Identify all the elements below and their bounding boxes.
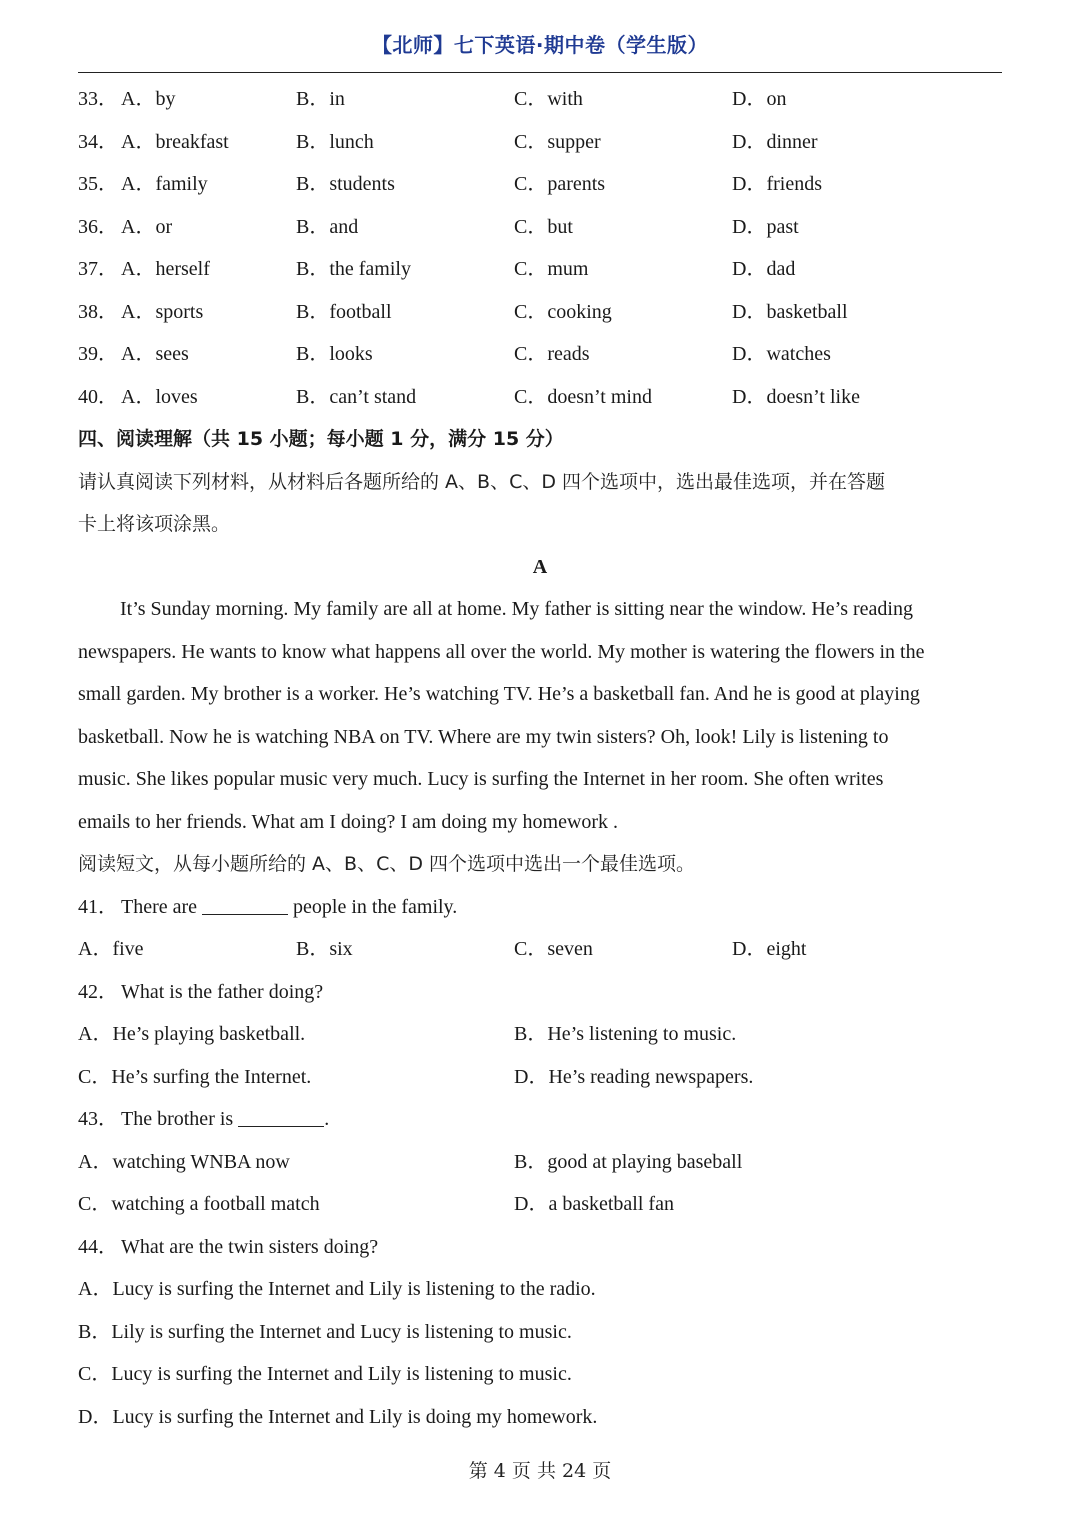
option-c: C．but xyxy=(514,215,573,238)
option-c: C．mum xyxy=(514,258,589,280)
option-b: B．good at playing baseball xyxy=(514,1150,743,1173)
stem-text: What are the twin sisters doing? xyxy=(121,1235,379,1258)
option-d: D．doesn’t like xyxy=(732,385,860,408)
option-a: A．watching WNBA now xyxy=(78,1150,290,1173)
option-d: D．friends xyxy=(732,173,822,195)
question-43-options-row-1 xyxy=(78,1141,1002,1184)
option-a: A．He’s playing basketball. xyxy=(78,1023,306,1045)
option-c: C．watching a football match xyxy=(78,1193,320,1215)
question-43-options-row-2 xyxy=(78,1183,1002,1226)
option-a: A．or xyxy=(121,215,173,238)
question-43-stem xyxy=(78,1098,1002,1141)
option-b: B．lunch xyxy=(296,130,374,153)
option-b: B．He’s listening to music. xyxy=(514,1023,737,1045)
option-d: D．past xyxy=(732,215,799,238)
option-d: D．a basketball fan xyxy=(514,1193,674,1215)
option-b: B．football xyxy=(296,300,392,323)
page-title: 【北师】七下英语·期中卷（学生版） xyxy=(371,33,709,57)
option-a: A．sports xyxy=(121,300,204,323)
option-d: D．dad xyxy=(732,258,796,280)
cloze-option-row-39 xyxy=(78,333,1002,376)
passage-instruction: 阅读短文，从每小题所给的 A、B、C、D 四个选项中选出一个最佳选项。 xyxy=(78,853,696,875)
passage-line: small garden. My brother is a worker. He’s watching TV. He’s a basketball fan. And he is good at playing xyxy=(78,683,920,705)
question-number: 44． xyxy=(78,1235,118,1258)
question-42-options-row-1 xyxy=(78,1013,1002,1056)
stem-text: What is the father doing? xyxy=(121,980,324,1003)
question-42-stem xyxy=(78,971,1002,1014)
question-number: 35． xyxy=(78,173,118,195)
passage-line: music. She likes popular music very much. Lucy is surfing the Internet in her room. She often writes xyxy=(78,768,884,790)
option-a: A．loves xyxy=(121,385,198,408)
answer-blank xyxy=(202,894,288,915)
stem-text: . xyxy=(324,1108,330,1130)
stem-text: The brother is xyxy=(121,1108,234,1130)
question-number: 43． xyxy=(78,1108,118,1130)
cloze-option-row-33 xyxy=(78,78,1002,121)
option-a: A．Lucy is surfing the Internet and Lily is listening to the radio. xyxy=(78,1278,596,1300)
option-b: B．six xyxy=(296,938,353,960)
cloze-option-row-40 xyxy=(78,376,1002,419)
stem-text: There are xyxy=(121,895,198,918)
question-number: 40． xyxy=(78,385,118,408)
question-number: 34． xyxy=(78,130,118,153)
option-d: D．Lucy is surfing the Internet and Lily is doing my homework. xyxy=(78,1405,598,1428)
option-b: B．students xyxy=(296,173,395,195)
option-d: D．basketball xyxy=(732,300,848,323)
option-b: B．Lily is surfing the Internet and Lucy is listening to music. xyxy=(78,1320,572,1343)
passage-line: It’s Sunday morning. My family are all at home. My father is sitting near the window. He’s reading xyxy=(120,598,913,620)
question-41-options xyxy=(78,928,1002,971)
passage-line: basketball. Now he is watching NBA on TV. Where are my twin sisters? Oh, look! Lily is listening to xyxy=(78,725,889,748)
option-c: C．He’s surfing the Internet. xyxy=(78,1065,312,1088)
option-b: B．looks xyxy=(296,343,373,365)
cloze-option-row-38 xyxy=(78,291,1002,334)
option-a: A．five xyxy=(78,938,144,960)
section-heading: 四、阅读理解（共 15 小题；每小题 1 分，满分 15 分） xyxy=(78,428,564,450)
question-number: 33． xyxy=(78,88,118,110)
option-c: C．with xyxy=(514,88,583,110)
question-number: 39． xyxy=(78,343,118,365)
question-number: 37． xyxy=(78,258,118,280)
option-a: A．by xyxy=(121,88,176,110)
section-instruction-line-1: 请认真阅读下列材料，从材料后各题所给的 A、B、C、D 四个选项中，选出最佳选项，并在答题 xyxy=(78,470,886,493)
question-number: 38． xyxy=(78,300,118,323)
option-c: C．seven xyxy=(514,938,593,960)
cloze-option-row-35 xyxy=(78,163,1002,206)
option-c: C．Lucy is surfing the Internet and Lily is listening to music. xyxy=(78,1363,572,1385)
option-a: A．herself xyxy=(121,258,210,280)
option-a: A．breakfast xyxy=(121,130,229,153)
question-42-options-row-2 xyxy=(78,1056,1002,1099)
question-number: 42． xyxy=(78,980,118,1003)
passage-line: emails to her friends. What am I doing? I am doing my homework . xyxy=(78,810,619,833)
option-c: C．cooking xyxy=(514,300,612,323)
option-c: C．reads xyxy=(514,343,590,365)
option-c: C．doesn’t mind xyxy=(514,385,652,408)
option-b: B．the family xyxy=(296,258,411,280)
option-d: D．dinner xyxy=(732,130,818,153)
option-d: D．watches xyxy=(732,343,831,365)
passage-title: A xyxy=(532,555,548,578)
question-41-stem xyxy=(78,886,1002,929)
question-number: 36． xyxy=(78,215,118,238)
cloze-option-row-34 xyxy=(78,121,1002,164)
option-d: D．eight xyxy=(732,938,807,960)
option-c: C．parents xyxy=(514,173,606,195)
page-content xyxy=(78,78,1002,1438)
option-b: B．and xyxy=(296,215,359,238)
option-a: A．sees xyxy=(121,343,189,365)
option-b: B．can’t stand xyxy=(296,385,417,408)
question-number: 41． xyxy=(78,895,118,918)
answer-blank xyxy=(238,1106,324,1127)
cloze-option-row-36 xyxy=(78,206,1002,249)
question-44-stem xyxy=(78,1226,1002,1269)
passage-body xyxy=(78,588,1002,843)
option-d: D．on xyxy=(732,88,787,110)
option-d: D．He’s reading newspapers. xyxy=(514,1065,754,1088)
cloze-option-row-37 xyxy=(78,248,1002,291)
option-b: B．in xyxy=(296,88,345,110)
passage-line: newspapers. He wants to know what happens all over the world. My mother is watering the flowers in the xyxy=(78,640,925,663)
page-header xyxy=(78,30,1002,73)
option-a: A．family xyxy=(121,173,208,195)
option-c: C．supper xyxy=(514,130,601,153)
section-instruction-line-2: 卡上将该项涂黑。 xyxy=(78,513,231,535)
page-number: 第 4 页 共 24 页 xyxy=(468,1460,612,1482)
stem-text: people in the family. xyxy=(293,895,458,918)
